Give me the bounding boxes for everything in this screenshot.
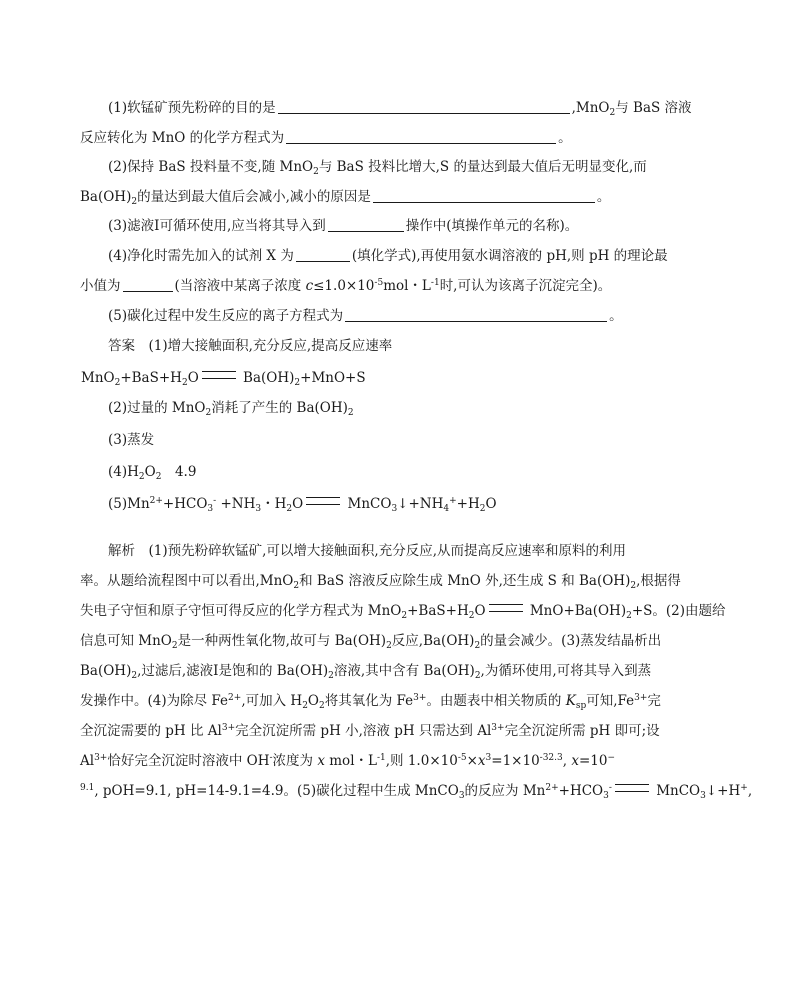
eq-text: +NH (216, 496, 256, 512)
analysis-text: ,过滤后,滤液Ⅰ是饱和的 Ba(OH) (137, 663, 329, 679)
superscript: + (740, 783, 748, 793)
analysis-text: ,为循环使用,可将其导入到蒸 (480, 663, 652, 679)
analysis-text: 全沉淀需要的 pH 比 Al (80, 723, 222, 739)
subscript: 2 (293, 581, 300, 591)
subscript: 2 (138, 472, 145, 482)
q4-text: 小值为 (80, 278, 121, 294)
analysis-text: 失电子守恒和原子守恒可得反应的化学方程式为 MnO (80, 603, 402, 619)
q2-text: 与 BaS 投料比增大,S 的量达到最大值后无明显变化,而 (318, 159, 647, 175)
answer-blank (123, 277, 173, 292)
q4-text: (填化学式),再使用氨水调溶液的 pH,则 pH 的理论最 (351, 248, 668, 264)
q2-line2 (80, 187, 720, 207)
period: 。 (596, 189, 611, 205)
answer-label: 答案 (108, 338, 135, 354)
analysis-text: ,根据得 (636, 573, 681, 589)
subscript: 2 (328, 671, 334, 681)
superscript: 3+ (94, 753, 108, 763)
eq-text: O (187, 370, 199, 386)
analysis-line7 (80, 721, 720, 741)
analysis-text: 反应,Ba(OH) (391, 633, 475, 649)
subscript: 2 (474, 671, 481, 681)
eq-text: (5)Mn (108, 496, 150, 512)
var-c: c (305, 278, 314, 294)
analysis-text: 浓度为 (272, 753, 318, 769)
subscript: 2 (401, 611, 408, 621)
q2-line1 (108, 157, 748, 177)
analysis-text: 完全沉淀所需 pH 即可;设 (504, 723, 660, 739)
analysis-text: 是一种两性氧化物,故可与 Ba(OH) (177, 633, 387, 649)
q5-line (108, 306, 748, 326)
subscript: 2 (286, 504, 293, 514)
analysis-text: 恰好完全沉淀时溶液中 OH (107, 753, 270, 769)
q4-text: ≤1.0×10 (313, 278, 375, 294)
superscript: 9.1 (80, 783, 95, 793)
subscript: 2 (468, 611, 475, 621)
analysis-text: ,可加入 H (241, 693, 303, 709)
equals-sign (489, 604, 523, 612)
answer-eq1 (81, 368, 721, 388)
subscript: 3 (207, 504, 214, 514)
q2-text: Ba(OH) (80, 189, 132, 205)
analysis-text: 发操作中。(4)为除尽 Fe (80, 693, 229, 709)
q1-tail: 与 BaS 溶液 (615, 100, 692, 116)
analysis-text: × (466, 753, 478, 769)
analysis-text: 将其氧化为 Fe (324, 693, 414, 709)
superscript: 3+ (491, 723, 505, 733)
answer-blank (296, 247, 350, 262)
analysis-line5 (80, 661, 720, 681)
analysis-text: 完 (647, 693, 661, 709)
analysis-text: , pOH=9.1, pH=14-9.1=4.9。(5)碳化过程中生成 MnCO (94, 783, 459, 799)
analysis-text: MnCO (651, 783, 701, 799)
answer-blank (345, 307, 607, 322)
q4-text: mol・L (383, 278, 431, 294)
q2-text: 的量达到最大值后会减小,减小的原因是 (137, 189, 371, 205)
var-x: x (317, 753, 325, 769)
superscript: 2+ (149, 496, 163, 506)
subscript: 2 (155, 472, 162, 482)
superscript: 3 (485, 753, 492, 763)
eq-text: (4)H (108, 464, 139, 480)
eq-text: MnCO (343, 496, 392, 512)
eq-text: MnO (81, 370, 115, 386)
answer-2 (108, 398, 748, 418)
subscript: 2 (131, 197, 138, 207)
superscript: -5 (374, 278, 384, 288)
subscript: 2 (131, 671, 138, 681)
subscript: 2 (609, 108, 616, 118)
equals-sign (615, 784, 649, 792)
analysis-text: , (562, 753, 572, 769)
superscript: 2+ (228, 693, 242, 703)
subscript: 2 (630, 581, 637, 591)
eq-text: ↓+NH (397, 496, 444, 512)
eq-text: +MnO+S (300, 370, 366, 386)
subscript: 3 (391, 504, 398, 514)
q3-text: (3)滤液Ⅰ可循环使用,应当将其导入到 (108, 218, 326, 234)
subscript: 2 (313, 167, 319, 177)
subscript: 2 (181, 378, 188, 388)
var-k: K (565, 693, 576, 709)
analysis-text: O (474, 603, 486, 619)
analysis-line8 (80, 751, 720, 771)
analysis-line6 (80, 691, 720, 711)
superscript: - (608, 783, 612, 793)
analysis-text: mol・L (324, 753, 377, 769)
answer-4 (108, 462, 748, 482)
subscript: 2 (479, 504, 486, 514)
analysis-line2 (80, 571, 720, 591)
analysis-text: 溶液,其中含有 Ba(OH) (333, 663, 475, 679)
analysis-text: =10 (578, 753, 608, 769)
analysis-line1 (108, 541, 748, 561)
q1-line1 (108, 98, 748, 118)
subscript: 2 (294, 378, 301, 388)
subscript: 4 (443, 504, 450, 514)
q4-text: 时,可认为该离子沉淀完全)。 (439, 278, 612, 294)
eq-text: ・H (261, 496, 287, 512)
q2-text: (2)保持 BaS 投料量不变,随 MnO (108, 159, 314, 175)
analysis-text: MnO+Ba(OH) (525, 603, 627, 619)
superscript: 3+ (221, 723, 236, 733)
superscript: - (269, 753, 273, 763)
superscript: + (449, 496, 457, 506)
subscript: 3 (700, 791, 706, 801)
q4-line1 (108, 246, 748, 266)
q4-text: (4)净化时需先加入的试剂 X 为 (108, 248, 294, 264)
eq-text: Ba(OH) (238, 370, 295, 386)
q1-mid: ,MnO (571, 100, 610, 116)
subscript: 3 (458, 791, 465, 801)
analysis-line4 (80, 631, 720, 651)
subscript: 2 (319, 701, 325, 711)
answer-blank (286, 129, 556, 144)
superscript: 2+ (545, 783, 559, 793)
analysis-text: 和 BaS 溶液反应除生成 MnO 外,还生成 S 和 Ba(OH) (299, 573, 631, 589)
analysis-text: Ba(OH) (80, 663, 132, 679)
answer-5 (108, 494, 748, 514)
q1-line2-text: 反应转化为 MnO 的化学方程式为 (80, 130, 285, 146)
q1-line2 (80, 128, 720, 148)
q4-line2 (80, 276, 720, 296)
q1-label: (1)软锰矿预先粉碎的目的是 (108, 100, 276, 116)
analysis-text: +S。(2)由题给 (631, 603, 726, 619)
answer-line1 (108, 336, 748, 356)
var-x: x (571, 753, 579, 769)
answer-3 (108, 430, 748, 450)
analysis-text: 信息可知 MnO (80, 633, 172, 649)
equals-sign (306, 497, 340, 505)
analysis-text: 的量会减少。(3)蒸发结晶析出 (480, 633, 662, 649)
analysis-text: +HCO (558, 783, 604, 799)
superscript: - (213, 496, 217, 506)
subscript: 2 (171, 641, 178, 651)
eq-text: (3)蒸发 (108, 432, 155, 448)
subscript: 2 (302, 701, 308, 711)
superscript: -5 (457, 753, 467, 763)
analysis-text: 可知,Fe (586, 693, 635, 709)
eq-text: O (292, 496, 304, 512)
analysis-label: 解析 (108, 543, 135, 559)
subscript: 2 (114, 378, 121, 388)
superscript: -1 (430, 278, 440, 288)
analysis-line9 (80, 781, 753, 801)
superscript: -32.3 (539, 753, 563, 763)
eq-text: +HCO (162, 496, 208, 512)
superscript: − (607, 753, 616, 763)
subscript: 2 (386, 641, 392, 651)
q3-text: 操作中(填操作单元的名称)。 (405, 218, 579, 234)
analysis-text: Al (80, 753, 95, 769)
equals-sign (202, 371, 236, 379)
analysis-text: ,则 1.0×10 (385, 753, 458, 769)
q5-text: (5)碳化过程中发生反应的离子方程式为 (108, 308, 344, 324)
analysis-text: 完全沉淀所需 pH 小,溶液 pH 只需达到 Al (235, 723, 492, 739)
analysis-text: (1)预先粉碎软锰矿,可以增大接触面积,充分反应,从而提高反应速率和原料的利用 (148, 543, 626, 559)
answer-1: (1)增大接触面积,充分反应,提高反应速率 (148, 338, 393, 354)
answer-blank (328, 217, 404, 232)
subscript: 2 (347, 408, 354, 418)
analysis-line3 (80, 601, 726, 621)
q3-line (108, 216, 748, 236)
eq-text: (2)过量的 MnO (108, 400, 206, 416)
eq-text: 消耗了产生的 Ba(OH) (211, 400, 348, 416)
analysis-text: 。由题表中相关物质的 (426, 693, 566, 709)
analysis-text: +BaS+H (407, 603, 469, 619)
eq-text: +H (456, 496, 480, 512)
superscript: -1 (376, 753, 386, 763)
period: 。 (558, 130, 572, 146)
answer-blank (278, 99, 570, 114)
period: 。 (609, 308, 623, 324)
analysis-text: O (307, 693, 319, 709)
answer-blank (373, 188, 595, 203)
subscript: 3 (255, 504, 262, 514)
eq-text: O (485, 496, 497, 512)
analysis-text: , (747, 783, 753, 799)
analysis-text: =1×10 (491, 753, 540, 769)
subscript: 2 (474, 641, 481, 651)
eq-text: 4.9 (161, 464, 197, 480)
analysis-text: 率。从题给流程图中可以看出,MnO (80, 573, 294, 589)
subscript: 2 (205, 408, 212, 418)
subscript: 3 (603, 791, 609, 801)
eq-text: O (144, 464, 156, 480)
q4-text: (当溶液中某离子浓度 (174, 278, 306, 294)
var-x: x (477, 753, 486, 769)
analysis-text: 的反应为 Mn (464, 783, 546, 799)
superscript: 3+ (634, 693, 648, 703)
subscript: sp (575, 701, 587, 711)
subscript: 2 (626, 611, 632, 621)
analysis-text: ↓+H (705, 783, 741, 799)
eq-text: +BaS+H (120, 370, 182, 386)
superscript: 3+ (413, 693, 427, 703)
